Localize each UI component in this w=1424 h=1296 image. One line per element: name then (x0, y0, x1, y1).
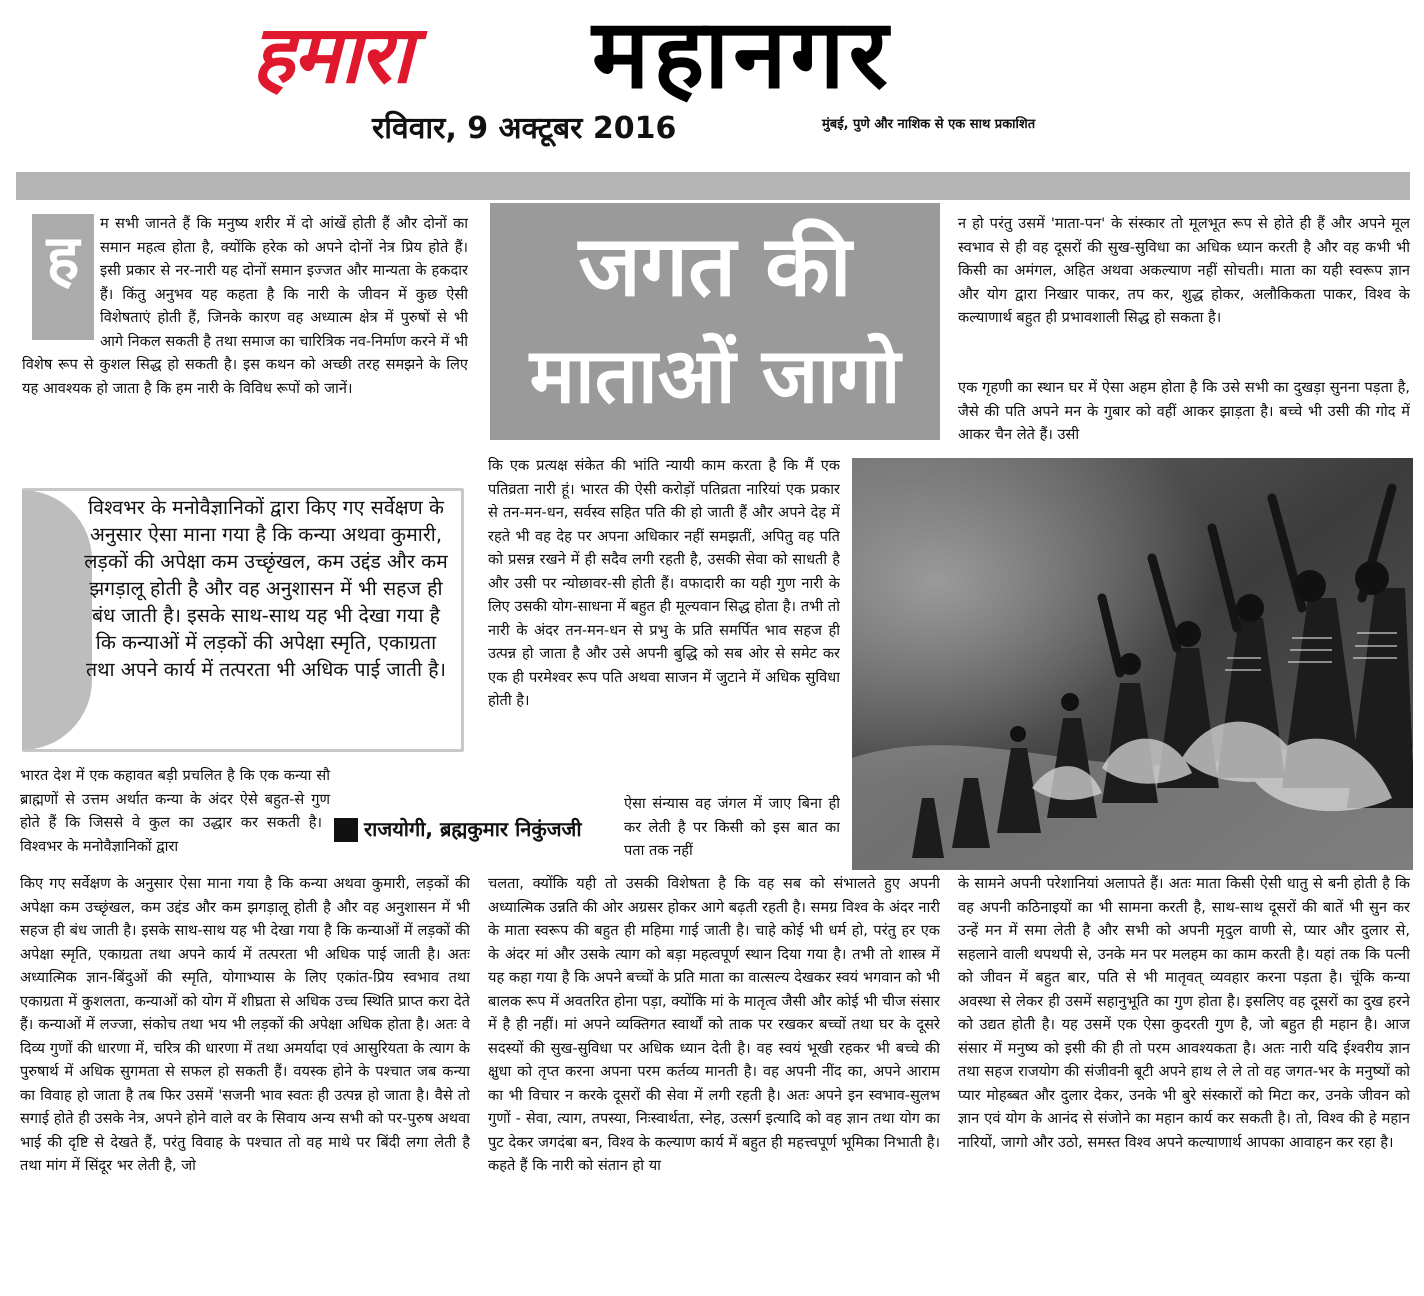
column-3-top-2 (958, 376, 1410, 450)
article-photo-dancing-women (852, 458, 1413, 870)
dropcap-spacer (22, 212, 100, 342)
column-2-bottom (488, 872, 940, 1292)
column-2-narrow (624, 792, 840, 868)
byline: राजयोगी, ब्रह्मकुमार निकुंजजी (364, 817, 582, 841)
column-3-top-text: न हो परंतु उसमें 'माता-पन' के संस्कार तो मूलभूत रूप से होते ही हैं और अपने मूल स्वभाव से ही वह दूसरों की सुख-सुविधा का अधिक ध्यान करती है और वह कभी भी किसी का अमंगल, अहित अथवा अकल्याण नहीं सोचती। माता का यही स्वरूप ज्ञान और योग द्वारा निखार पाकर, तप कर, शुद्ध होकर, अलौकिकता पाकर, विश्व के कल्याणार्थ बहुत ही प्रभावशाली सिद्ध हो सकता है। (958, 215, 1410, 326)
masthead-tagline: मुंबई, पुणे और नाशिक से एक साथ प्रकाशित (822, 117, 1036, 132)
column-1-lower-b-text: किए गए सर्वेक्षण के अनुसार ऐसा माना गया है कि कन्या अथवा कुमारी, लड़कों की अपेक्षा कम उच्छृंखल, कम उद्दंड और कम झगड़ालू होती है और वह अनुशासन में भी सहज ही बंध जाती है। इसके साथ-साथ यह भी देखा गया है कि कन्याओं में लड़कों की अपेक्षा स्मृति, एकाग्रता तथा अपने कार्य में तत्परता भी अधिक पाई जाती है। अतः अध्यात्मिक ज्ञान-बिंदुओं की स्मृति, योगाभ्यास के लिए एकांत-प्रिय स्वभाव तथा एकाग्रता में कुशलता, कन्याओं को योग में शीघ्रता से अधिक उच्च स्थिति प्राप्त करा देते हैं। कन्याओं में लज्जा, संकोच तथा भय भी लड़कों की अपेक्षा अधिक होता है। अतः वे दिव्य गुणों की धारणा में, चरित्र की धारणा में तथा अमर्यादा एवं आसुरियता के त्याग के पुरुषार्थ में अधिक सुगमता से सफल हो सकती हैं। वयस्क होने के पश्चात जब कन्या का विवाह हो जाता है तब फिर उसमें 'सजनी भाव स्वतः ही उत्पन्न हो जाता है। वैसे तो सगाई होते ही उसके नेत्र, अपने होने वाले वर के सिवाय अन्य सभी को पर-पुरुष अथवा भाई की दृष्टि से देखते हैं, परंतु विवाह के पश्चात तो वह माथे पर बिंदी लगा लेती है तथा मांग में सिंदूर भर लेती है, जो (20, 875, 470, 1174)
column-3-top (958, 212, 1410, 376)
column-2-bottom-text: चलता, क्योंकि यही तो उसकी विशेषता है कि वह सब को संभालते हुए अपनी अध्यात्मिक उन्नति की ओर अग्रसर होकर आगे बढ़ती रहती है। समग्र विश्व के अंदर नारी के माता स्वरूप की बहुत ही महिमा गाई जाती है। चाहे कोई भी धर्म हो, परंतु हर एक के अंदर मां और उसके त्याग को बड़ा महत्वपूर्ण स्थान दिया गया है। तभी तो शास्त्र में यह कहा गया है कि अपने बच्चों के प्रति माता का वात्सल्य देखकर स्वयं भगवान को भी बालक रूप में अवतरित होना पड़ा, क्योंकि मां के मातृत्व जैसी और कोई भी चीज संसार में है ही नहीं। मां अपने व्यक्तिगत स्वार्थों को ताक पर रखकर बच्चों तथा घर के दूसरे सदस्यों की सुख-सुविधा पर अधिक ध्यान देती है। वह स्वयं भूखी रहकर भी बच्चे की क्षुधा को तृप्त करना अपना परम कर्तव्य मानती है। वह अपनी नींद का, अपने आराम का भी विचार न करके दूसरों की सेवा में लगी रहती है। अतः अपने इन स्वभाव-सुलभ गुणों - सेवा, त्याग, तपस्या, निःस्वार्थता, स्नेह, उत्सर्ग इत्यादि को वह ज्ञान तथा योग का पुट देकर जगदंबा बन, विश्व के कल्याण कार्य में बहुत ही महत्त्वपूर्ण भूमिका निभाती है। कहते हैं कि नारी को संतान हो या (488, 875, 940, 1174)
column-1-intro-text: म सभी जानते हैं कि मनुष्य शरीर में दो आंखें होती हैं और दोनों का समान महत्व होता है, क्योंकि हरेक को अपने दोनों नेत्र प्रिय होते हैं। इसी प्रकार से नर-नारी यह दोनों समान इज्जत और मान्यता के हकदार हैं। किंतु अनुभव यह कहता है कि नारी के जीवन में कुछ ऐसी विशेषताएं होती हैं, जिनके कारण वह अध्यात्म क्षेत्र में पुरुषों से भी आगे निकल सकती है तथा समाज का चारित्रिक नव-निर्माण करने में भी विशेष रूप से कुशल सिद्ध हो सकती है। इस कथन को अच्छी तरह समझने के लिए यह आवश्यक हो जाता है कि हम नारी के विविध रूपों को जानें। (22, 215, 468, 397)
column-3-top-2-text: एक गृहणी का स्थान घर में ऐसा अहम होता है कि उसे सभी का दुखड़ा सुनना पड़ता है, जैसे की पति अपने मन के गुबार को वहीं आकर झाड़ता है। बच्चे भी उसी की गोद में आकर चैन लेते हैं। उसी (958, 379, 1410, 443)
header-divider-band (16, 172, 1410, 200)
column-3-bottom-text: के सामने अपनी परेशानियां अलापते हैं। अतः माता किसी ऐसी धातु से बनी होती है कि वह अपनी कठिनाइयों का भी सामना करती है, साथ-साथ दूसरों की बातें भी सुन कर उन्हें मन में समा लेती है और सभी को अपनी मृदुल वाणी से, प्यार और दुलार से, सहलाने वाली थपथपी से, उनके मन पर मलहम का काम करती है। यहां तक कि पत्नी को जीवन में बहुत बार, पति से भी मातृवत् व्यवहार करना पड़ता है। चूंकि कन्या अवस्था से लेकर ही उसमें सहानुभूति का गुण होता है। इसलिए वह दूसरों का दुख हरने को उद्यत होती है। यह उसमें एक ऐसा कुदरती गुण है, जो बहुत ही महान है। आज संसार में मनुष्य को इसी की ही तो परम आवश्यकता है। अतः नारी यदि ईश्वरीय ज्ञान तथा सहज राजयोग की संजीवनी बूटी अपने हाथ ले ले तो वह जगत-भर के मनुष्यों को प्यार मोहब्बत और दुलार देकर, उनके भी बुरे संस्कारों को मिटा कर, उनके जीवन को ज्ञान एवं योग के आनंद से संजोने का महान कार्य कर सकती है। तो, विश्व की हे महान नारियों, जागो और उठो, समस्त विश्व अपने कल्याणार्थ आपका आवाहन कर रहा है। (958, 875, 1410, 1151)
column-2-top (488, 454, 840, 790)
photo-illustration (852, 458, 1413, 870)
column-3-bottom (958, 872, 1410, 1292)
dropcap-letter: ह (46, 221, 80, 294)
byline-marker (334, 818, 358, 842)
column-1-lower-a-text: भारत देश में एक कहावत बड़ी प्रचलित है कि एक कन्या सौ ब्राह्मणों से उत्तम अर्थात कन्या के अंदर ऐसे बहुत-से गुण होते हैं कि जिससे वे कुल का उद्धार कर सकती है। विश्वभर के मनोवैज्ञानिकों द्वारा (20, 767, 330, 855)
column-1-lower-a (20, 764, 470, 862)
column-2-narrow-text: ऐसा संन्यास वह जंगल में जाए बिना ही कर लेती है पर किसी को इस बात का पता तक नहीं (624, 795, 840, 859)
masthead-brand-mahanagar: महानगर (592, 0, 892, 110)
column-1-intro (22, 212, 468, 476)
column-1-lower-b (20, 872, 470, 1292)
pull-quote-text: विश्वभर के मनोवैज्ञानिकों द्वारा किए गए सर्वेक्षण के अनुसार ऐसा माना गया है कि कन्या अथवा कुमारी, लड़कों की अपेक्षा कम उच्छृंखल, कम उद्दंड और कम झगड़ालू होती है और वह अनुशासन में भी सहज ही बंध जाती है। इसके साथ-साथ यह भी देखा गया है कि कन्याओं में लड़कों की अपेक्षा स्मृति, एकाग्रता तथा अपने कार्य में तत्परता भी अधिक पाई जाती है। (84, 496, 448, 681)
column-2-top-text: कि एक प्रत्यक्ष संकेत की भांति न्यायी काम करता है कि मैं एक पतिव्रता नारी हूं। भारत की ऐसी करोड़ों पतिव्रता नारियां एक प्रकार से तन-मन-धन, सर्वस्व सहित पति की हो जाती हैं और अपने देह में रहते भी वह देह पर अपना अधिकार नहीं समझतीं, अपितु वह पति को प्रसन्न रखने में ही सदैव लगी रहती है, उसकी सेवा को साधती है और उसी पर न्योछावर-सी होती हैं। वफादारी का यही गुण नारी के लिए उसकी योग-साधना में बहुत ही मूल्यवान सिद्ध होता है। तभी तो नारी के अंदर तन-मन-धन से प्रभु के प्रति समर्पित भाव सहज ही उत्पन्न हो जाता है और उसे अपनी बुद्धि को सब ओर से समेट कर एक ही परमेश्वर रूप पति अथवा साजन में जुटाने में अधिक सुविधा होती है। (488, 457, 840, 709)
masthead-brand-hamara: हमारा (252, 7, 411, 101)
headline-line-1: जगत की (578, 217, 852, 315)
headline-line-2: माताओं जागो (529, 331, 901, 420)
issue-date: रविवार, 9 अक्टूबर 2016 (372, 111, 677, 146)
byline-spacer-a (330, 764, 470, 812)
